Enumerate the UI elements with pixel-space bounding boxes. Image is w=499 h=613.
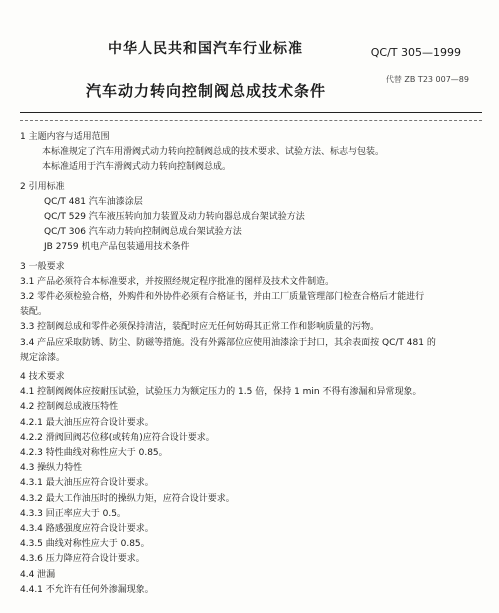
reference-item: QC/T 481 汽车油漆涂层 (44, 196, 143, 207)
sub-clause: 4.2.1 最大油压应符合设计要求。 (20, 417, 154, 428)
paragraph: 本标准规定了汽车用滑阀式动力转向控制阀总成的技术要求、试验方法、标志与包装。 (42, 147, 385, 158)
sub-clause: 4.3.3 回正率应大于 0.5。 (20, 508, 126, 519)
standard-organization: 中华人民共和国汽车行业标准 (108, 41, 303, 57)
clause: 4.4 泄漏 (20, 569, 56, 580)
clause: 4.1 控制阀阀体应按耐压试验，试验压力为额定压力的 1.5 倍，保持 1 min 不得有渗漏和异常现象。 (20, 387, 422, 398)
clause: 3.3 控制阀总成和零件必须保持清洁，装配时应无任何妨碍其正常工作和影响质量的污物。 (20, 322, 380, 333)
clause-continuation: 规定涂漆。 (20, 352, 66, 363)
header-rule-secondary (20, 120, 482, 121)
section-1-heading: 1 主题内容与适用范围 (20, 132, 110, 142)
reference-item: QC/T 529 汽车液压转向加力装置及动力转向器总成台架试验方法 (44, 212, 305, 223)
replaces-note: 代替 ZB T23 007—89 (385, 75, 469, 84)
clause: 4.3 操纵力特性 (20, 463, 83, 474)
reference-item: JB 2759 机电产品包装通用技术条件 (44, 242, 190, 253)
sub-clause: 4.4.1 不允许有任何外渗漏现象。 (20, 584, 154, 595)
document-body (20, 126, 480, 598)
standard-code: QC/T 305—1999 (370, 46, 461, 59)
sub-clause: 4.3.1 最大油压应符合设计要求。 (20, 478, 154, 489)
paragraph: 本标准适用于汽车滑阀式动力转向控制阀总成。 (42, 162, 232, 173)
clause-continuation: 装配。 (20, 307, 48, 318)
section-3-heading: 3 一般要求 (20, 261, 65, 272)
sub-clause: 4.2.3 特性曲线对称性应大于 0.85。 (20, 448, 168, 459)
header-rule (20, 112, 482, 113)
clause: 3.1 产品必须符合本标准要求，并按照经规定程序批准的图样及技术文件制造。 (20, 276, 335, 287)
sub-clause: 4.3.2 最大工作油压时的操纵力矩，应符合设计要求。 (20, 493, 235, 504)
sub-clause: 4.3.4 路感强度应符合设计要求。 (20, 524, 154, 535)
section-4-heading: 4 技术要求 (20, 372, 65, 383)
section-2-heading: 2 引用标准 (20, 181, 65, 192)
clause: 3.2 零件必须检验合格，外购件和外协件必须有合格证书，并由工厂质量管理部门检查合格后才能进行 (20, 292, 425, 303)
document-title: 汽车动力转向控制阀总成技术条件 (86, 82, 327, 100)
reference-item: QC/T 306 汽车动力转向控制阀总成台架试验方法 (44, 227, 242, 238)
clause: 4.2 控制阀总成液压特性 (20, 402, 119, 413)
sub-clause: 4.3.5 曲线对称性应大于 0.85。 (20, 539, 150, 550)
clause: 3.4 产品应采取防锈、防尘、防磁等措施。没有外露部位应使用油漆涂于封口，其余表面按 QC/T 481 的 (20, 337, 436, 348)
sub-clause: 4.3.6 压力降应符合设计要求。 (20, 554, 145, 565)
sub-clause: 4.2.2 滑阀回阀芯位移(或转角)应符合设计要求。 (20, 432, 215, 443)
